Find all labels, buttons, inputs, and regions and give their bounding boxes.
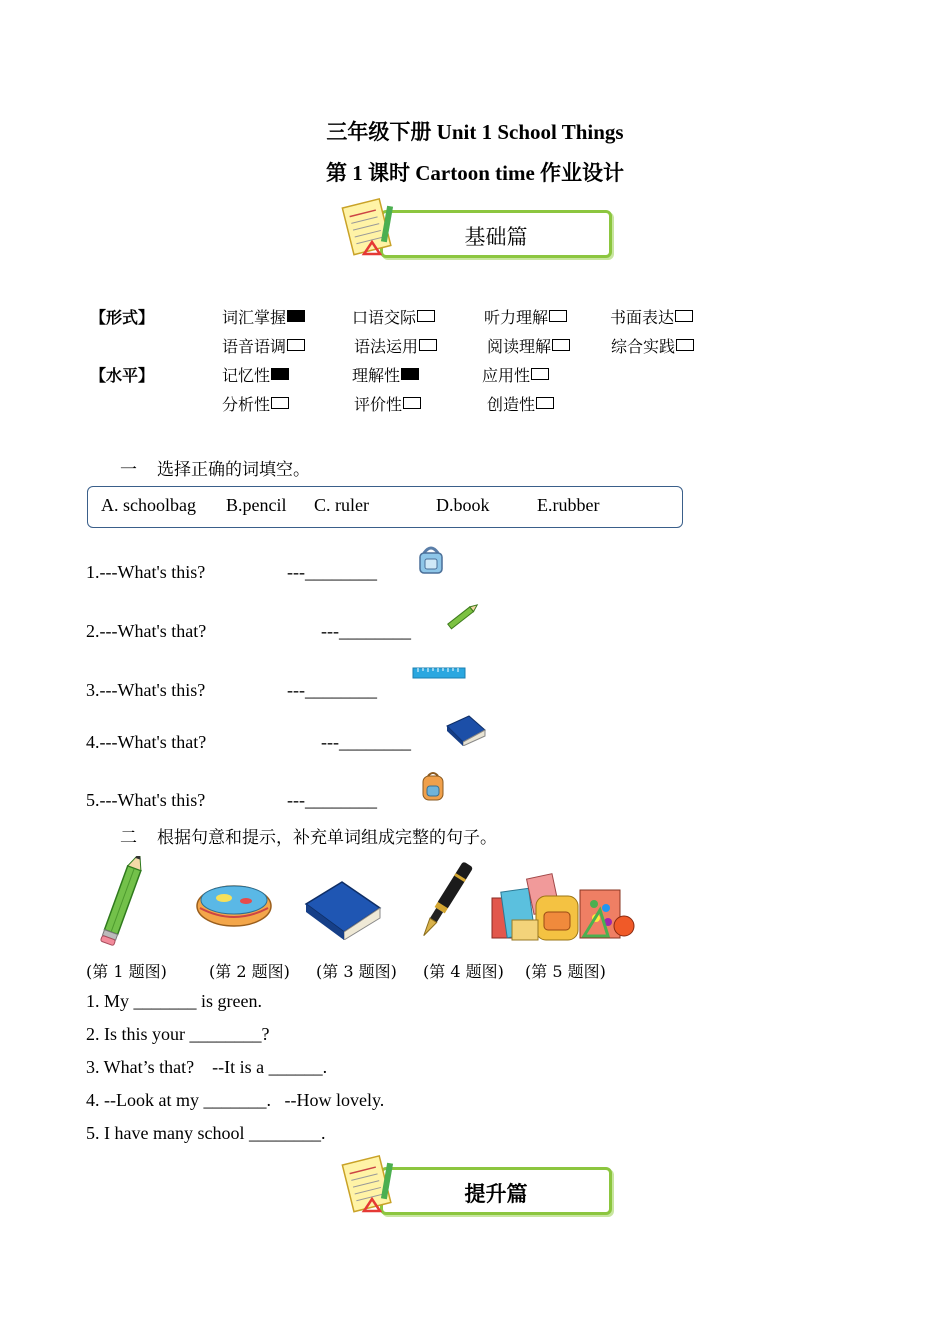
checkbox <box>403 397 421 409</box>
word-option: E.rubber <box>537 495 600 515</box>
figure-caption: (第 4 题图) <box>423 962 504 981</box>
question-text: 5.---What's this? <box>86 790 206 810</box>
answer-blank: ---________ <box>287 790 377 810</box>
level-item: 创造性 <box>487 392 554 415</box>
notepad-icon <box>340 1153 402 1217</box>
page-title: 三年级下册 Unit 1 School Things <box>326 120 624 144</box>
checkbox-checked <box>271 368 289 380</box>
checkbox <box>531 368 549 380</box>
level-item: 理解性 <box>352 363 419 386</box>
word-option: D.book <box>436 495 490 515</box>
question-text: 2.---What's that? <box>86 621 207 641</box>
form-item: 语法运用 <box>354 334 437 357</box>
answer-blank: ---________ <box>287 562 377 582</box>
school-supplies-icon <box>490 870 636 942</box>
word-option: A. schoolbag <box>101 495 196 515</box>
level-item: 记忆性 <box>222 363 289 386</box>
form-item: 综合实践 <box>611 334 694 357</box>
word-option: B.pencil <box>226 495 287 515</box>
checkbox <box>536 397 554 409</box>
form-label: 【形式】 <box>90 308 155 327</box>
pencil-icon <box>444 600 482 632</box>
checkbox <box>287 339 305 351</box>
book-icon <box>445 712 487 746</box>
section2-heading: 二 根据句意和提示，补充单词组成完整的句子。 <box>120 828 497 848</box>
form-item: 词汇掌握 <box>222 305 305 328</box>
form-item: 口语交际 <box>352 305 435 328</box>
checkbox <box>675 310 693 322</box>
level-item: 评价性 <box>354 392 421 415</box>
answer-blank: ---________ <box>321 732 411 752</box>
fountain-pen-icon <box>418 858 474 942</box>
level-label: 【水平】 <box>90 366 155 385</box>
level-item: 应用性 <box>482 363 549 386</box>
answer-blank: ---________ <box>287 680 377 700</box>
question-text: 3.---What's this? <box>86 680 206 700</box>
backpack-icon <box>418 770 448 802</box>
checkbox <box>552 339 570 351</box>
figure-caption: (第 1 题图) <box>86 962 167 981</box>
form-item: 听力理解 <box>484 305 567 328</box>
level-item: 分析性 <box>222 392 289 415</box>
sentence: 4. --Look at my _______. --How lovely. <box>86 1090 385 1110</box>
form-item: 语音语调 <box>222 334 305 357</box>
figure-caption: (第 2 题图) <box>209 962 290 981</box>
checkbox-checked <box>287 310 305 322</box>
form-item: 书面表达 <box>610 305 693 328</box>
banner-basic-label: 基础篇 <box>464 225 528 249</box>
form-item: 阅读理解 <box>487 334 570 357</box>
checkbox <box>271 397 289 409</box>
figure-caption: (第 5 题图) <box>525 962 606 981</box>
banner-basic <box>340 196 610 260</box>
section1-heading: 一 选择正确的词填空。 <box>120 460 310 480</box>
question-text: 1.---What's this? <box>86 562 206 582</box>
green-pencil-icon <box>96 856 148 948</box>
banner-advanced-label: 提升篇 <box>464 1182 528 1206</box>
pencil-case-icon <box>194 876 274 930</box>
notepad-icon <box>340 196 402 260</box>
page-subtitle: 第 1 课时 Cartoon time 作业设计 <box>325 161 625 185</box>
checkbox-checked <box>401 368 419 380</box>
checkbox <box>549 310 567 322</box>
sentence: 5. I have many school ________. <box>86 1123 326 1143</box>
schoolbag-icon <box>416 543 446 575</box>
sentence: 3. What’s that? --It is a ______. <box>86 1057 328 1077</box>
sentence: 1. My _______ is green. <box>86 991 262 1011</box>
question-text: 4.---What's that? <box>86 732 207 752</box>
answer-blank: ---________ <box>321 621 411 641</box>
blue-book-icon <box>302 878 384 940</box>
checkbox <box>676 339 694 351</box>
ruler-icon <box>412 666 466 680</box>
sentence: 2. Is this your ________? <box>86 1024 270 1044</box>
word-bank-box <box>87 486 683 528</box>
figure-caption: (第 3 题图) <box>316 962 397 981</box>
checkbox <box>417 310 435 322</box>
banner-advanced <box>340 1153 610 1217</box>
word-option: C. ruler <box>314 495 369 515</box>
checkbox <box>419 339 437 351</box>
